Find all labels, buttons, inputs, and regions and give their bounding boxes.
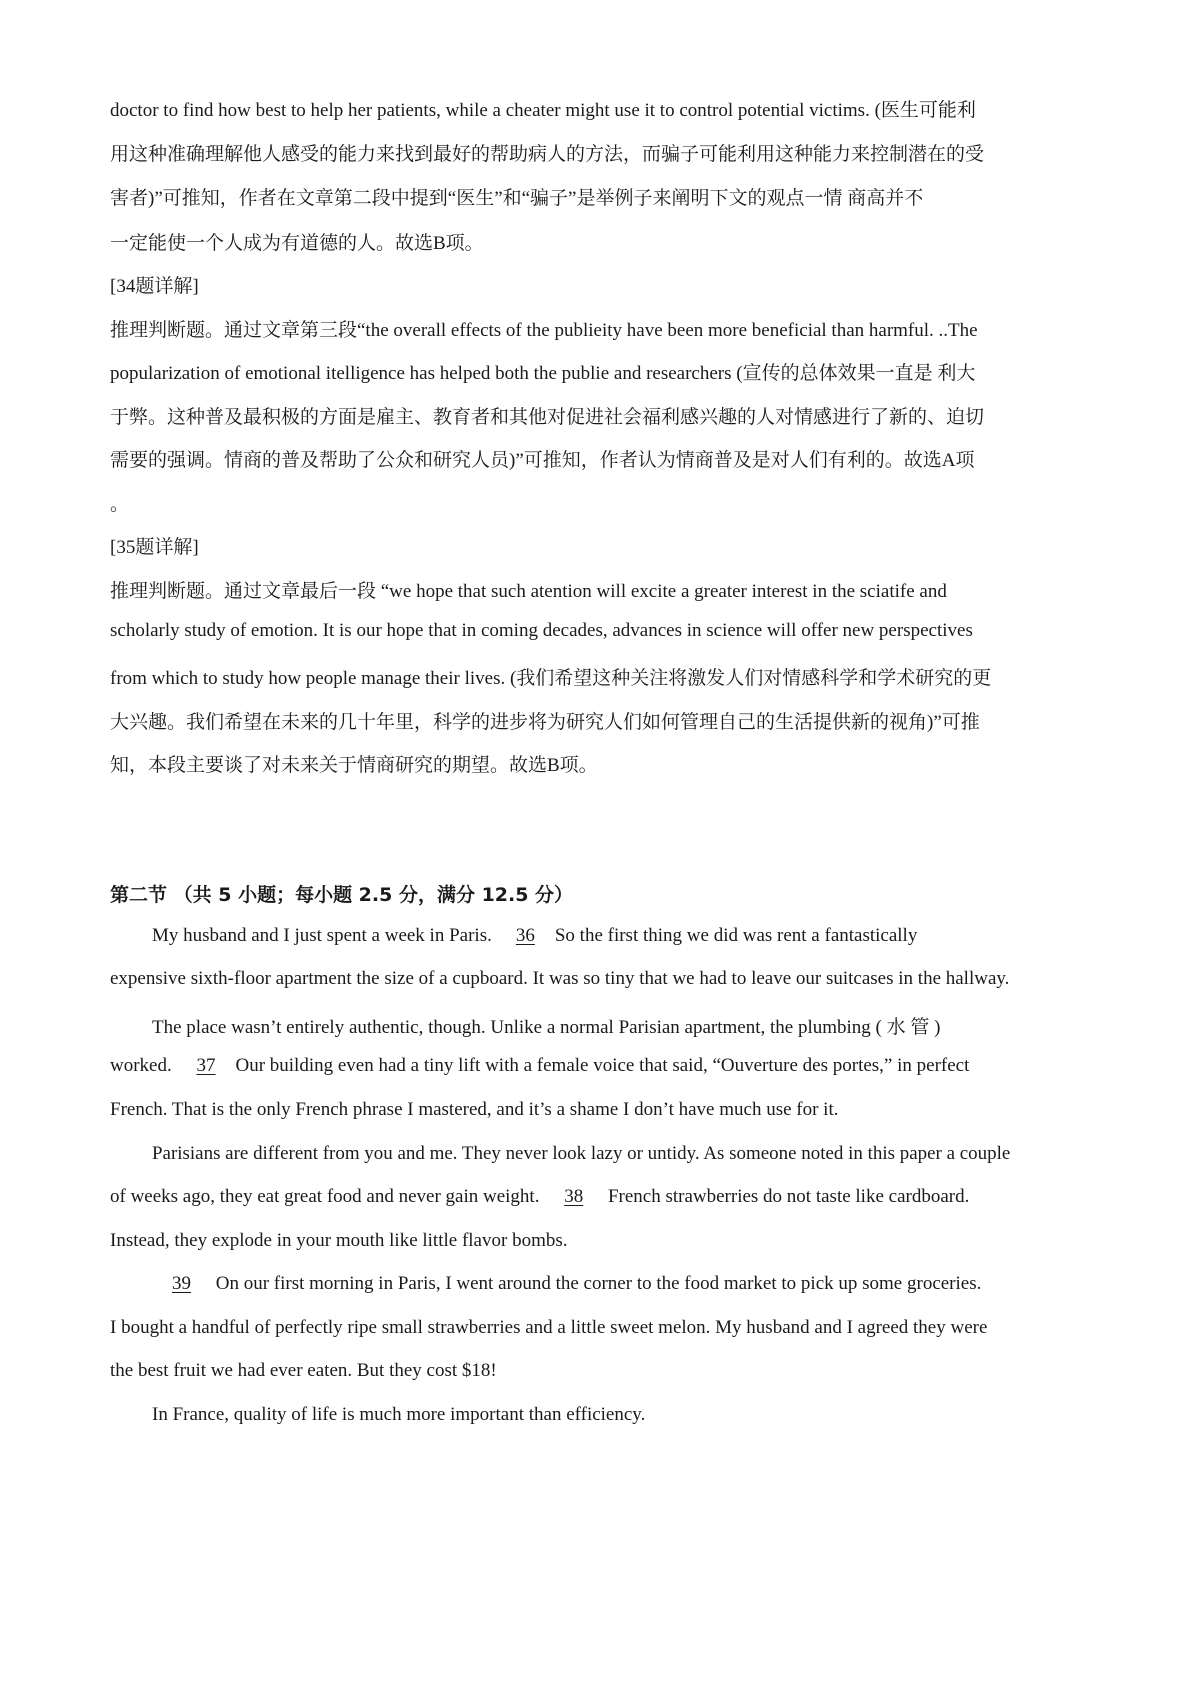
blank-36[interactable] [492, 925, 555, 947]
explanation-35-line-1: 推理判断题。通过文章最后一段 “we hope that such atention will excite a greater interest in the sciatife and [110, 581, 947, 602]
passage-p2-line-3: French. That is the only French phrase I mastered, and it’s a shame I don’t have much use for it. [110, 1099, 839, 1120]
blank-36-number: 36 [515, 925, 535, 946]
passage-text: My husband and I just spent a week in Paris. [152, 925, 492, 946]
passage-p4-line-3: the best fruit we had ever eaten. But they cost $18! [110, 1360, 497, 1381]
blank-38[interactable] [544, 1186, 603, 1208]
passage-text: On our first morning in Paris, I went around the corner to the food market to pick up some groceries. [211, 1273, 982, 1294]
blank-38-number: 38 [564, 1186, 584, 1207]
blank-39[interactable] [152, 1273, 211, 1295]
passage-p1-line-1 [152, 925, 917, 947]
passage-text: worked. [110, 1055, 177, 1076]
passage-p1-line-2: expensive sixth-floor apartment the size of a cupboard. It was so tiny that we had to leave our suitcases in the hallway. [110, 968, 1010, 989]
passage-text: French strawberries do not taste like cardboard. [603, 1186, 970, 1207]
passage-p3-line-3: Instead, they explode in your mouth like little flavor bombs. [110, 1230, 568, 1251]
passage-text: So the first thing we did was rent a fantastically [554, 925, 918, 946]
explanation-35-title: [35题详解] [110, 537, 199, 558]
passage-text: Our building even had a tiny lift with a female voice that said, “Ouverture des portes,” in perfect [235, 1055, 970, 1076]
explanation-33-line-1: doctor to find how best to help her patients, while a cheater might use it to control potential victims. (医生可能利 [110, 100, 976, 121]
passage-text: of weeks ago, they eat great food and never gain weight. [110, 1186, 545, 1207]
explanation-34-line-3: 于弊。这种普及最积极的方面是雇主、教育者和其他对促进社会福利感兴趣的人对情感进行了新的、迫切 [110, 407, 985, 428]
explanation-34-line-1: 推理判断题。通过文章第三段“the overall effects of the publieity have been more beneficial than harmful. ..The [110, 320, 978, 341]
explanation-33-line-3: 害者)”可推知，作者在文章第二段中提到“医生”和“骗子”是举例子来阐明下文的观点一情 商高并不 [110, 188, 924, 209]
explanation-33-line-2: 用这种准确理解他人感受的能力来找到最好的帮助病人的方法，而骗子可能利用这种能力来控制潜在的受 [110, 144, 985, 165]
passage-p3-line-1: Parisians are different from you and me. They never look lazy or untidy. As someone noted in this paper a couple [152, 1143, 1011, 1164]
passage-p2-line-2 [110, 1055, 969, 1077]
explanation-34-line-4: 需要的强调。情商的普及帮助了公众和研究人员)”可推知，作者认为情商普及是对人们有利的。故选A项 [110, 450, 975, 471]
blank-37-number: 37 [196, 1055, 216, 1076]
passage-p2-line-1: The place wasn’t entirely authentic, though. Unlike a normal Parisian apartment, the plumbing ( 水 管 ) [152, 1017, 941, 1038]
explanation-34-line-5: 。 [110, 494, 130, 515]
section-2-heading: 第二节 （共 5 小题；每小题 2.5 分，满分 12.5 分） [110, 884, 574, 906]
passage-p3-line-2 [110, 1186, 969, 1208]
blank-37[interactable] [176, 1055, 235, 1077]
explanation-34-title: [34题详解] [110, 276, 199, 297]
explanation-35-line-3: from which to study how people manage their lives. (我们希望这种关注将激发人们对情感科学和学术研究的更 [110, 668, 992, 689]
explanation-35-line-5: 知，本段主要谈了对未来关于情商研究的期望。故选B项。 [110, 755, 598, 776]
explanation-34-line-2: popularization of emotional itelligence has helped both the publie and researchers (宣传的总体效果一直是 利大 [110, 363, 976, 384]
passage-p4-line-1 [152, 1273, 981, 1295]
explanation-35-line-4: 大兴趣。我们希望在未来的几十年里，科学的进步将为研究人们如何管理自己的生活提供新的视角)”可推 [110, 712, 980, 733]
passage-p4-line-2: I bought a handful of perfectly ripe small strawberries and a little sweet melon. My husband and I agreed they were [110, 1317, 988, 1338]
explanation-33-line-4: 一定能使一个人成为有道德的人。故选B项。 [110, 233, 484, 254]
passage-p5-line-1: In France, quality of life is much more important than efficiency. [152, 1404, 646, 1425]
explanation-35-line-2: scholarly study of emotion. It is our hope that in coming decades, advances in science will offer new perspectives [110, 620, 973, 641]
blank-39-number: 39 [172, 1273, 191, 1294]
